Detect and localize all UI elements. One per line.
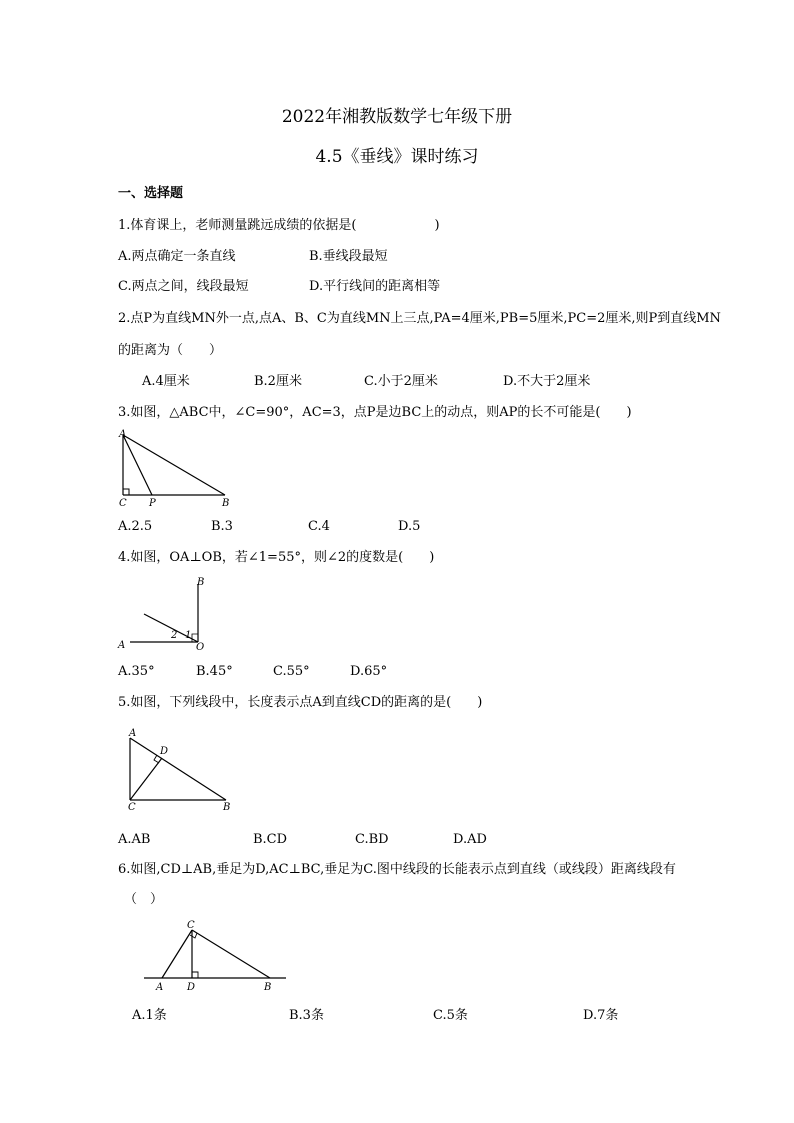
q4-label-o: O [196,642,205,653]
q4-stem: 4.如图，OA⊥OB，若∠1=55°，则∠2的度数是( ) [118,550,435,565]
q1-stem: 1.体育课上，老师测量跳远成绩的依据是( ) [118,218,440,233]
q5-option-d: D.AD [453,832,487,847]
q3-option-c: C.4 [308,519,330,534]
q3-option-d: D.5 [398,519,421,534]
q3-option-b: B.3 [211,519,233,534]
section-heading: 一、选择题 [118,186,184,201]
q5-label-a: A [129,728,137,739]
q6-triangle-figure [140,918,290,998]
q1-option-b: B.垂线段最短 [309,249,388,264]
q1-option-d: D.平行线间的距离相等 [309,279,441,294]
q3-label-a: A [119,429,127,440]
q2-option-d: D.不大于2厘米 [503,374,591,389]
q6-label-d: D [187,982,196,993]
q4-option-d: D.65° [350,664,388,679]
q5-label-b: B [223,802,231,813]
q6-label-c: C [187,920,195,931]
q5-label-c: C [128,802,136,813]
q5-option-a: A.AB [118,832,151,847]
q2-option-c: C.小于2厘米 [364,374,438,389]
q4-label-angle-1: 1 [185,630,192,641]
q4-perpendicular-figure [114,574,214,656]
q1-option-a: A.两点确定一条直线 [118,249,236,264]
q6-option-a: A.1条 [132,1008,167,1023]
q6-label-a: A [156,982,164,993]
q4-label-a: A [118,640,126,651]
q2-stem-line1: 2.点P为直线MN外一点,点A、B、C为直线MN上三点,PA=4厘米,PB=5厘米,PC=2厘米,则P到直线MN [118,311,721,326]
q4-label-angle-2: 2 [171,630,178,641]
q6-label-b: B [264,982,272,993]
q3-label-p: P [149,498,156,509]
q3-label-b: B [222,498,230,509]
q3-triangle-figure [112,426,238,510]
q6-stem-line1: 6.如图,CD⊥AB,垂足为D,AC⊥BC,垂足为C.图中线段的长能表示点到直线（或线段）距离线段有 [118,862,676,877]
q2-option-b: B.2厘米 [254,374,302,389]
q3-option-a: A.2.5 [118,519,153,534]
worksheet-subtitle: 4.5《垂线》课时练习 [315,147,479,167]
q6-option-d: D.7条 [583,1008,619,1023]
worksheet-title: 2022年湘教版数学七年级下册 [281,107,513,127]
q6-stem-line2: （ ） [124,892,164,907]
q2-stem-line2: 的距离为（ ） [118,343,223,358]
q6-option-c: C.5条 [433,1008,468,1023]
q2-option-a: A.4厘米 [142,374,190,389]
q5-option-b: B.CD [253,832,288,847]
q4-option-a: A.35° [118,664,155,679]
q5-option-c: C.BD [355,832,389,847]
q3-label-c: C [119,498,127,509]
q1-option-c: C.两点之间，线段最短 [118,279,249,294]
q5-label-d: D [160,746,169,757]
q4-option-b: B.45° [196,664,233,679]
q4-option-c: C.55° [273,664,310,679]
q4-label-b: B [197,577,205,588]
q5-stem: 5.如图，下列线段中，长度表示点A到直线CD的距离的是( ) [118,695,483,710]
q6-option-b: B.3条 [289,1008,324,1023]
q3-stem: 3.如图，△ABC中，∠C=90°，AC=3，点P是边BC上的动点，则AP的长不可能是( ) [118,405,632,420]
q5-triangle-figure [120,724,240,816]
